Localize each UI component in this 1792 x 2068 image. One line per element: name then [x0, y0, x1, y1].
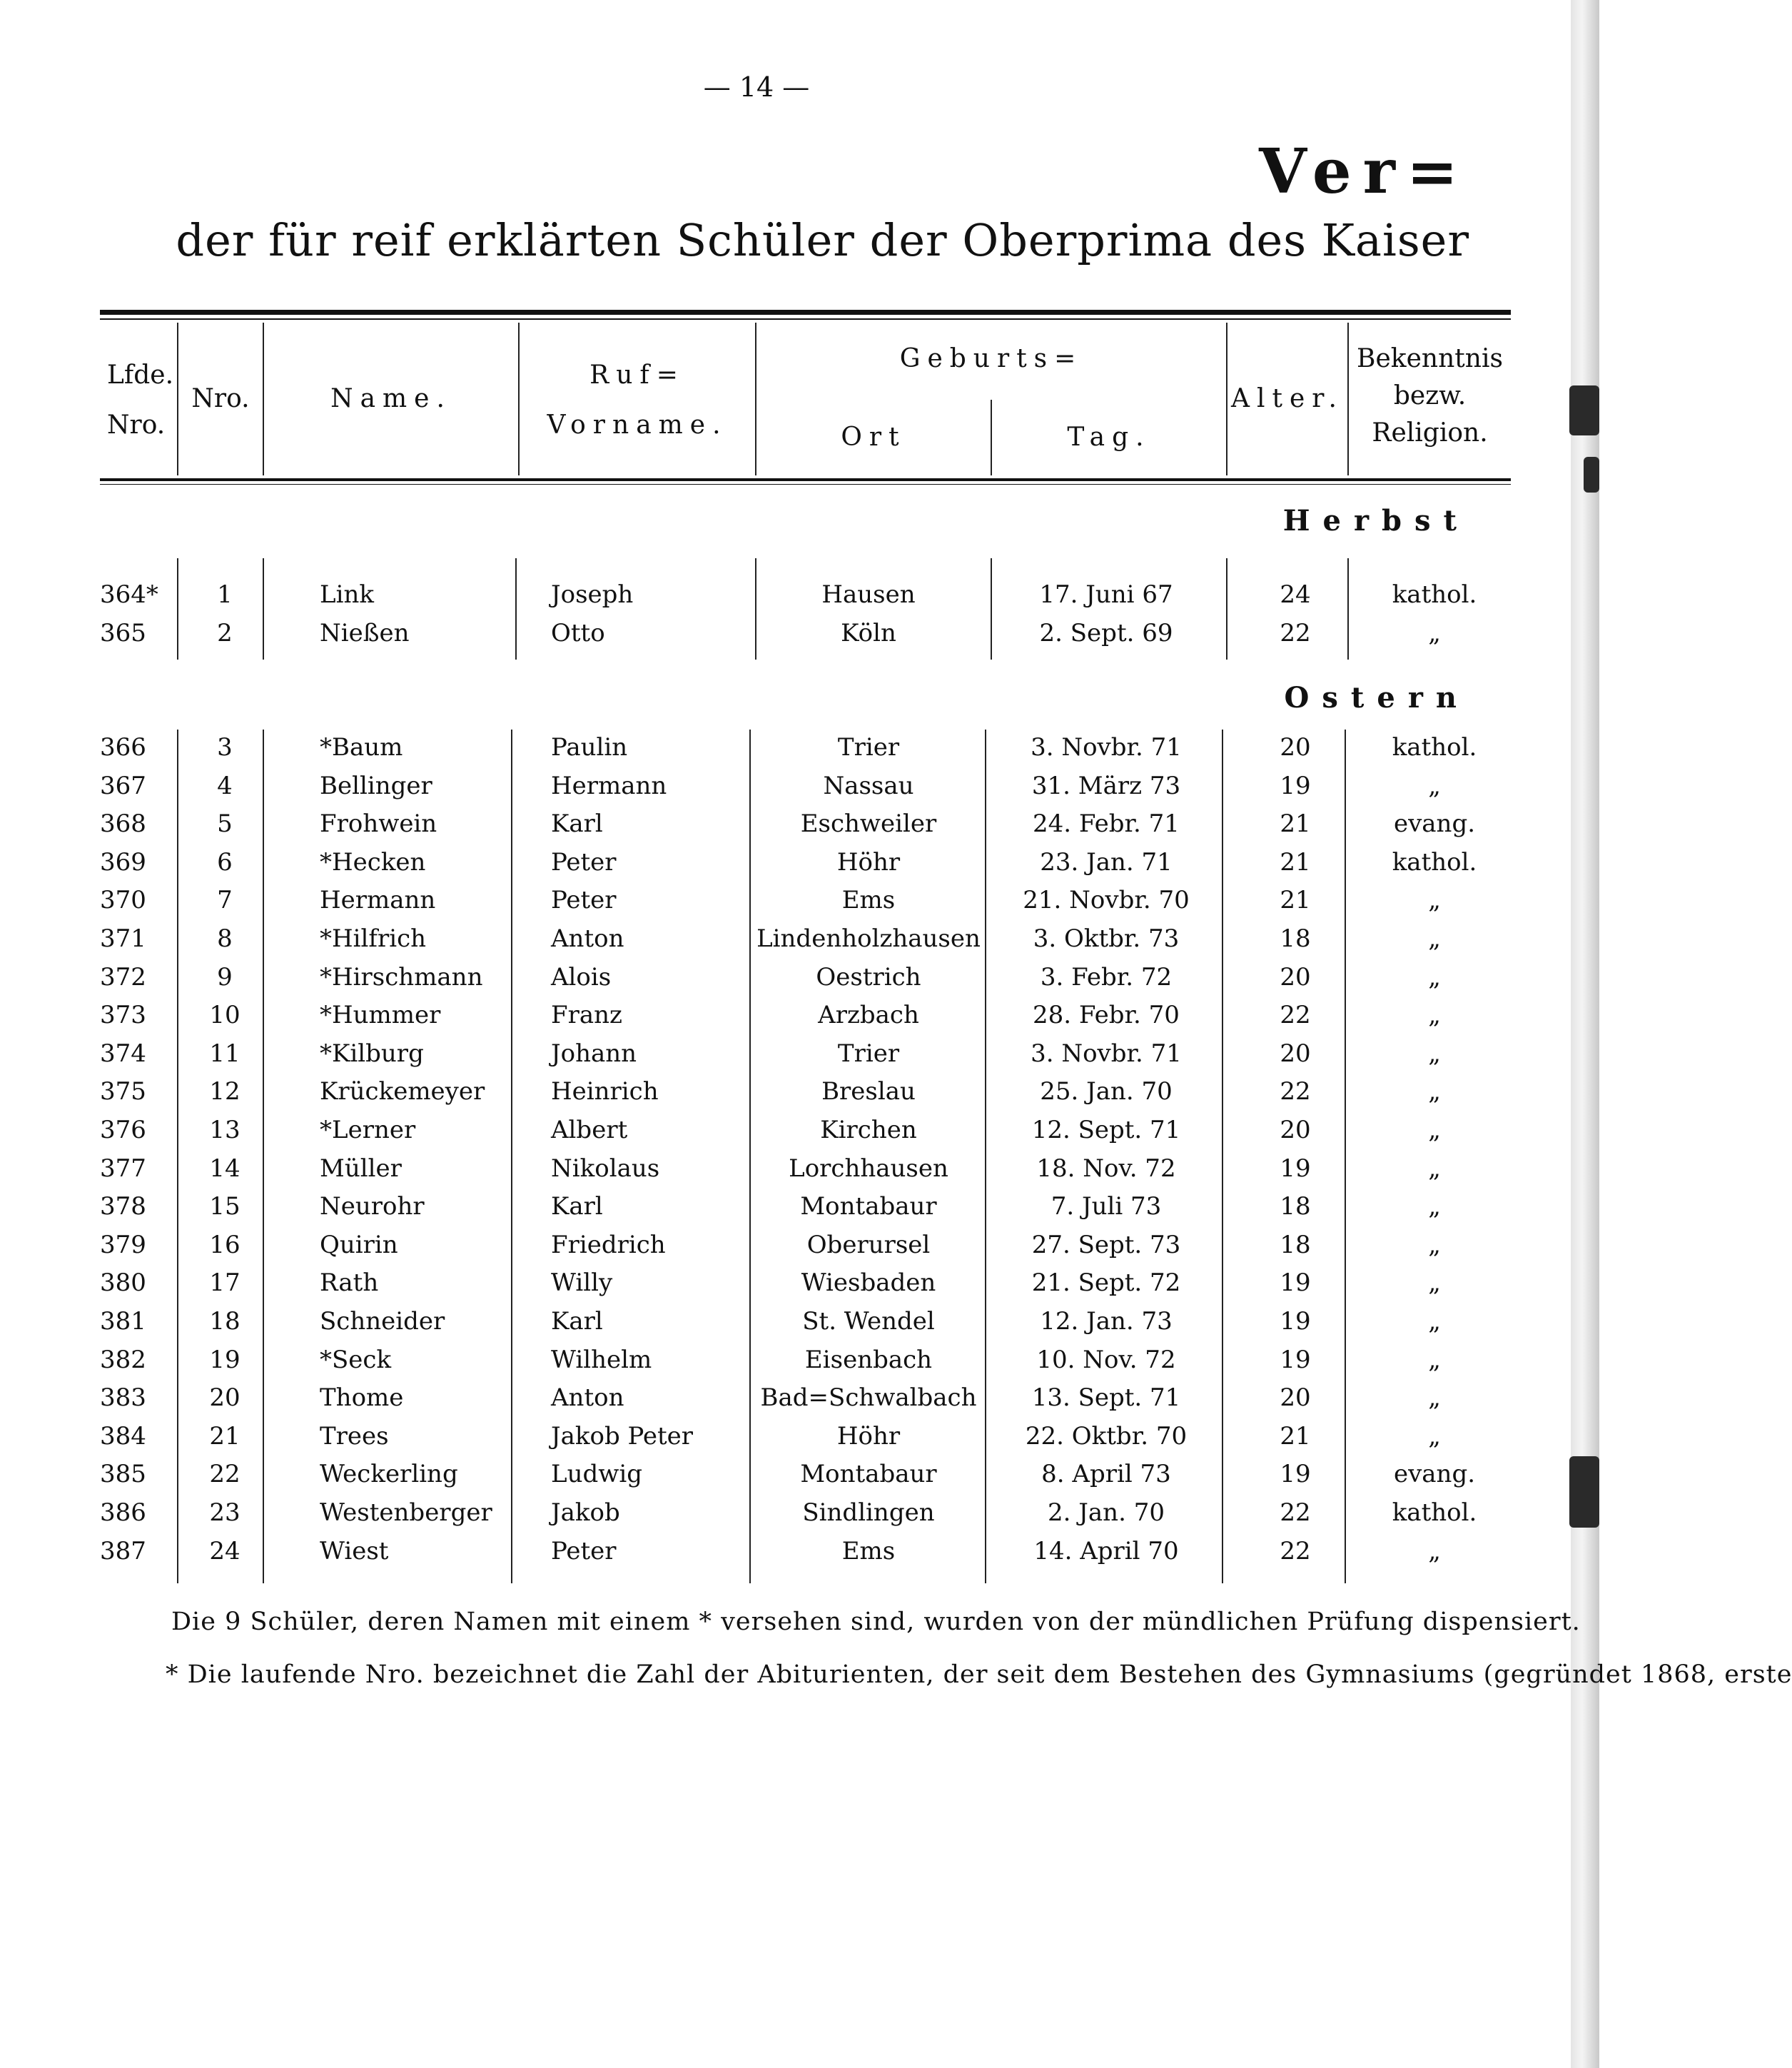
cell-nro: 24 — [209, 1537, 241, 1565]
cell-name: *Hilfrich — [320, 924, 427, 953]
cell-lfd: 382 — [100, 1346, 146, 1374]
cell-religion: „ — [1428, 886, 1441, 914]
cell-vorname: Karl — [551, 809, 603, 838]
cell-religion: „ — [1428, 1307, 1441, 1336]
cell-nro: 6 — [217, 848, 233, 877]
cell-religion: „ — [1428, 1346, 1441, 1374]
cell-vorname: Friedrich — [551, 1231, 666, 1259]
cell-alter: 18 — [1280, 1231, 1311, 1259]
cell-religion: „ — [1428, 1192, 1441, 1221]
cell-ort: Ems — [841, 886, 896, 914]
cell-tag: 13. Sept. 71 — [1031, 1383, 1181, 1412]
table-header-rule-thin — [100, 484, 1511, 485]
cell-tag: 24. Febr. 71 — [1033, 809, 1180, 838]
cell-vorname: Joseph — [551, 580, 634, 609]
cell-tag: 18. Nov. 72 — [1036, 1154, 1176, 1183]
cell-tag: 12. Jan. 73 — [1040, 1307, 1173, 1336]
cell-lfd: 370 — [100, 886, 146, 914]
cell-lfd: 385 — [100, 1460, 146, 1488]
cell-lfd: 373 — [100, 1001, 146, 1029]
cell-vorname: Anton — [551, 1383, 624, 1412]
cell-religion: „ — [1428, 963, 1441, 992]
cell-lfd: 384 — [100, 1422, 146, 1451]
cell-tag: 22. Oktbr. 70 — [1025, 1422, 1188, 1451]
cell-lfd: 369 — [100, 848, 146, 877]
cell-religion: „ — [1428, 772, 1441, 800]
cell-ort: Oberursel — [806, 1231, 931, 1259]
cell-religion: „ — [1428, 619, 1441, 647]
cell-religion: „ — [1428, 1537, 1441, 1565]
table-row — [0, 1034, 1599, 1073]
cell-vorname: Peter — [551, 886, 617, 914]
cell-religion: „ — [1428, 1231, 1441, 1259]
header-tag: Tag. — [1067, 423, 1151, 452]
cell-religion: kathol. — [1392, 580, 1477, 609]
cell-vorname: Peter — [551, 1537, 617, 1565]
cell-religion: „ — [1428, 1422, 1441, 1451]
cell-religion: kathol. — [1392, 1498, 1477, 1527]
cell-ort: Bad=Schwalbach — [760, 1383, 977, 1412]
cell-name: *Seck — [320, 1346, 392, 1374]
cell-tag: 8. April 73 — [1041, 1460, 1171, 1488]
table-row — [0, 919, 1599, 958]
cell-alter: 20 — [1280, 1116, 1311, 1144]
cell-tag: 3. Febr. 72 — [1040, 963, 1173, 992]
header-bekenntnis-line2: bezw. — [1393, 381, 1467, 410]
cell-nro: 8 — [217, 924, 233, 953]
cell-alter: 22 — [1280, 1001, 1311, 1029]
cell-ort: Trier — [837, 733, 900, 762]
cell-ort: Oestrich — [816, 963, 921, 992]
cell-lfd: 377 — [100, 1154, 146, 1183]
page-title-fragment: Ver= — [1259, 136, 1469, 208]
cell-tag: 7. Juli 73 — [1051, 1192, 1162, 1221]
header-geburts: Geburts= — [899, 344, 1083, 373]
cell-nro: 21 — [209, 1422, 241, 1451]
header-name: Name. — [330, 384, 452, 413]
cell-name: Frohwein — [320, 809, 437, 838]
cell-alter: 22 — [1280, 1077, 1311, 1106]
table-row — [0, 728, 1599, 767]
cell-alter: 22 — [1280, 619, 1311, 647]
cell-name: Westenberger — [320, 1498, 492, 1527]
cell-name: Wiest — [320, 1537, 389, 1565]
cell-lfd: 368 — [100, 809, 146, 838]
cell-nro: 15 — [209, 1192, 241, 1221]
cell-nro: 2 — [217, 619, 233, 647]
cell-nro: 17 — [209, 1268, 241, 1297]
cell-name: *Baum — [320, 733, 403, 762]
header-divider — [518, 323, 520, 475]
cell-vorname: Karl — [551, 1192, 603, 1221]
cell-ort: Höhr — [836, 848, 901, 877]
cell-alter: 21 — [1280, 848, 1311, 877]
cell-vorname: Paulin — [551, 733, 628, 762]
cell-vorname: Franz — [551, 1001, 622, 1029]
section-label-ostern: Ostern — [1284, 681, 1469, 715]
header-lfde-line2: Nro. — [107, 410, 166, 440]
table-row — [0, 996, 1599, 1034]
cell-nro: 3 — [217, 733, 233, 762]
cell-religion: „ — [1428, 924, 1441, 953]
table-top-rule-thick — [100, 310, 1511, 315]
cell-nro: 4 — [217, 772, 233, 800]
cell-religion: „ — [1428, 1077, 1441, 1106]
cell-ort: Sindlingen — [802, 1498, 935, 1527]
cell-ort: Montabaur — [800, 1460, 937, 1488]
cell-name: Neurohr — [320, 1192, 425, 1221]
cell-nro: 13 — [209, 1116, 241, 1144]
cell-ort: Nassau — [823, 772, 914, 800]
cell-ort: St. Wendel — [802, 1307, 935, 1336]
cell-alter: 18 — [1280, 924, 1311, 953]
binding-clip-top — [1569, 385, 1599, 435]
cell-name: Thome — [320, 1383, 404, 1412]
cell-vorname: Heinrich — [551, 1077, 659, 1106]
cell-name: Quirin — [320, 1231, 398, 1259]
table-row — [0, 958, 1599, 997]
cell-alter: 20 — [1280, 1039, 1311, 1068]
cell-nro: 12 — [209, 1077, 241, 1106]
cell-alter: 20 — [1280, 1383, 1311, 1412]
cell-tag: 14. April 70 — [1033, 1537, 1179, 1565]
cell-religion: „ — [1428, 1383, 1441, 1412]
table-row — [0, 843, 1599, 882]
cell-alter: 21 — [1280, 886, 1311, 914]
table-row — [0, 1187, 1599, 1226]
cell-ort: Ems — [841, 1537, 896, 1565]
cell-religion: kathol. — [1392, 848, 1477, 877]
cell-name: Nießen — [320, 619, 410, 647]
cell-religion: „ — [1428, 1154, 1441, 1183]
table-row — [0, 1072, 1599, 1111]
cell-tag: 10. Nov. 72 — [1036, 1346, 1176, 1374]
cell-ort: Wiesbaden — [801, 1268, 936, 1297]
cell-religion: „ — [1428, 1039, 1441, 1068]
cell-religion: „ — [1428, 1268, 1441, 1297]
cell-tag: 2. Sept. 69 — [1039, 619, 1173, 647]
cell-alter: 24 — [1280, 580, 1311, 609]
section-label-herbst: Herbst — [1282, 504, 1469, 538]
cell-religion: evang. — [1393, 1460, 1476, 1488]
footnote-dispensed: Die 9 Schüler, deren Namen mit einem * versehen sind, wurden von der mündlichen Prüfung dispensiert. — [171, 1608, 1581, 1636]
table-row — [0, 1341, 1599, 1379]
cell-name: Müller — [320, 1154, 402, 1183]
cell-name: *Hummer — [320, 1001, 441, 1029]
cell-vorname: Johann — [551, 1039, 637, 1068]
cell-ort: Lindenholzhausen — [756, 924, 981, 953]
cell-alter: 19 — [1280, 1307, 1311, 1336]
cell-ort: Kirchen — [820, 1116, 917, 1144]
cell-vorname: Jakob Peter — [551, 1422, 694, 1451]
cell-lfd: 365 — [100, 619, 146, 647]
table-row — [0, 1378, 1599, 1417]
cell-vorname: Willy — [551, 1268, 613, 1297]
cell-name: Link — [320, 580, 374, 609]
cell-nro: 20 — [209, 1383, 241, 1412]
table-row — [0, 767, 1599, 805]
cell-name: *Kilburg — [320, 1039, 424, 1068]
footnote-numbering: * Die laufende Nro. bezeichnet die Zahl der Abiturienten, der seit dem Bestehen des Gymnasiums (gegründet 1868, erste — [166, 1660, 1792, 1689]
header-ort: Ort — [841, 423, 906, 452]
cell-nro: 7 — [217, 886, 233, 914]
table-row — [0, 1302, 1599, 1341]
binding-clip-middle — [1584, 457, 1599, 493]
cell-ort: Breslau — [821, 1077, 916, 1106]
cell-nro: 1 — [217, 580, 233, 609]
cell-vorname: Anton — [551, 924, 624, 953]
cell-alter: 19 — [1280, 1346, 1311, 1374]
cell-alter: 19 — [1280, 1268, 1311, 1297]
page-subtitle: der für reif erklärten Schüler der Oberprima des Kaiser — [176, 214, 1469, 266]
cell-vorname: Alois — [551, 963, 612, 992]
cell-name: Krückemeyer — [320, 1077, 485, 1106]
cell-religion: „ — [1428, 1116, 1441, 1144]
table-row — [0, 1226, 1599, 1264]
cell-ort: Höhr — [836, 1422, 901, 1451]
cell-name: Trees — [320, 1422, 389, 1451]
cell-vorname: Ludwig — [551, 1460, 642, 1488]
cell-name: Bellinger — [320, 772, 432, 800]
cell-vorname: Wilhelm — [551, 1346, 652, 1374]
cell-name: Rath — [320, 1268, 379, 1297]
header-bekenntnis-line1: Bekenntnis — [1357, 344, 1503, 373]
cell-alter: 18 — [1280, 1192, 1311, 1221]
cell-name: Schneider — [320, 1307, 445, 1336]
cell-religion: „ — [1428, 1001, 1441, 1029]
cell-ort: Köln — [841, 619, 896, 647]
cell-vorname: Jakob — [551, 1498, 620, 1527]
table-top-rule-thin — [100, 318, 1511, 320]
cell-alter: 19 — [1280, 1154, 1311, 1183]
cell-tag: 21. Novbr. 70 — [1023, 886, 1190, 914]
cell-alter: 20 — [1280, 733, 1311, 762]
header-ruf: Ruf= — [589, 360, 685, 390]
cell-vorname: Nikolaus — [551, 1154, 660, 1183]
cell-tag: 3. Oktbr. 73 — [1033, 924, 1180, 953]
cell-religion: evang. — [1393, 809, 1476, 838]
cell-tag: 25. Jan. 70 — [1040, 1077, 1173, 1106]
cell-lfd: 383 — [100, 1383, 146, 1412]
table-row — [0, 614, 1599, 652]
cell-lfd: 386 — [100, 1498, 146, 1527]
cell-tag: 21. Sept. 72 — [1031, 1268, 1181, 1297]
cell-nro: 18 — [209, 1307, 241, 1336]
cell-tag: 23. Jan. 71 — [1040, 848, 1173, 877]
cell-nro: 11 — [209, 1039, 241, 1068]
table-row — [0, 1493, 1599, 1532]
cell-ort: Lorchhausen — [789, 1154, 948, 1183]
cell-tag: 3. Novbr. 71 — [1031, 733, 1182, 762]
table-row — [0, 575, 1599, 614]
cell-lfd: 381 — [100, 1307, 146, 1336]
cell-nro: 19 — [209, 1346, 241, 1374]
cell-tag: 17. Juni 67 — [1039, 580, 1173, 609]
table-row — [0, 1455, 1599, 1493]
table-row — [0, 1264, 1599, 1302]
cell-nro: 23 — [209, 1498, 241, 1527]
cell-ort: Eschweiler — [800, 809, 937, 838]
cell-nro: 22 — [209, 1460, 241, 1488]
cell-ort: Eisenbach — [804, 1346, 933, 1374]
cell-religion: kathol. — [1392, 733, 1477, 762]
cell-nro: 16 — [209, 1231, 241, 1259]
header-alter: Alter. — [1231, 384, 1344, 413]
cell-vorname: Otto — [551, 619, 605, 647]
cell-ort: Arzbach — [818, 1001, 919, 1029]
cell-name: Hermann — [320, 886, 436, 914]
cell-alter: 19 — [1280, 772, 1311, 800]
cell-alter: 21 — [1280, 1422, 1311, 1451]
table-row — [0, 804, 1599, 843]
cell-tag: 2. Jan. 70 — [1048, 1498, 1165, 1527]
cell-lfd: 367 — [100, 772, 146, 800]
header-vorname: Vorname. — [547, 410, 728, 440]
cell-lfd: 376 — [100, 1116, 146, 1144]
cell-vorname: Karl — [551, 1307, 603, 1336]
cell-tag: 12. Sept. 71 — [1031, 1116, 1181, 1144]
cell-name: *Hecken — [320, 848, 426, 877]
cell-name: *Lerner — [320, 1116, 416, 1144]
cell-nro: 5 — [217, 809, 233, 838]
cell-vorname: Albert — [551, 1116, 628, 1144]
cell-lfd: 374 — [100, 1039, 146, 1068]
table-row — [0, 1149, 1599, 1188]
table-row — [0, 881, 1599, 919]
cell-lfd: 387 — [100, 1537, 146, 1565]
page-number: — 14 — — [703, 71, 810, 103]
cell-lfd: 364* — [100, 580, 158, 609]
cell-lfd: 366 — [100, 733, 146, 762]
table-row — [0, 1532, 1599, 1570]
cell-lfd: 378 — [100, 1192, 146, 1221]
cell-alter: 22 — [1280, 1537, 1311, 1565]
cell-alter: 22 — [1280, 1498, 1311, 1527]
cell-nro: 9 — [217, 963, 233, 992]
header-lfde-line1: Lfde. — [107, 360, 174, 390]
cell-nro: 10 — [209, 1001, 241, 1029]
cell-ort: Montabaur — [800, 1192, 937, 1221]
cell-tag: 31. März 73 — [1031, 772, 1181, 800]
cell-ort: Trier — [837, 1039, 900, 1068]
cell-vorname: Peter — [551, 848, 617, 877]
table-row — [0, 1111, 1599, 1149]
cell-alter: 20 — [1280, 963, 1311, 992]
cell-ort: Hausen — [821, 580, 916, 609]
cell-nro: 14 — [209, 1154, 241, 1183]
cell-tag: 27. Sept. 73 — [1031, 1231, 1181, 1259]
cell-lfd: 375 — [100, 1077, 146, 1106]
cell-lfd: 379 — [100, 1231, 146, 1259]
cell-tag: 3. Novbr. 71 — [1031, 1039, 1182, 1068]
cell-name: *Hirschmann — [320, 963, 483, 992]
cell-vorname: Hermann — [551, 772, 667, 800]
cell-alter: 21 — [1280, 809, 1311, 838]
cell-tag: 28. Febr. 70 — [1033, 1001, 1180, 1029]
cell-name: Weckerling — [320, 1460, 458, 1488]
cell-lfd: 371 — [100, 924, 146, 953]
table-header-rule — [100, 478, 1511, 481]
cell-lfd: 372 — [100, 963, 146, 992]
header-bekenntnis-line3: Religion. — [1372, 418, 1488, 448]
cell-alter: 19 — [1280, 1460, 1311, 1488]
table-row — [0, 1417, 1599, 1456]
header-nro: Nro. — [191, 384, 250, 413]
cell-lfd: 380 — [100, 1268, 146, 1297]
